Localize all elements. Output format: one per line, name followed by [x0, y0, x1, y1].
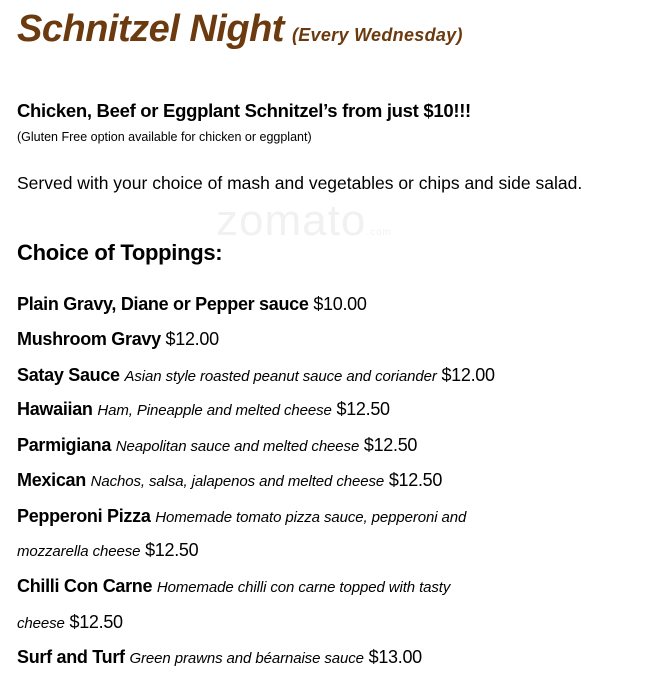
watermark-suffix: .com — [366, 227, 392, 238]
item-description: Nachos, salsa, jalapenos and melted cheese — [90, 473, 385, 490]
title-subtitle: (Every Wednesday) — [291, 25, 463, 45]
item-price: $12.50 — [69, 612, 123, 632]
item-description: Homemade chilli con carne topped with tasty — [156, 579, 451, 596]
item-price: $12.50 — [363, 435, 418, 455]
item-price: $12.50 — [336, 399, 390, 419]
item-name: Mexican — [17, 470, 86, 490]
item-price: $13.00 — [368, 647, 422, 667]
page-title — [17, 8, 463, 51]
item-name: Pepperoni Pizza — [17, 506, 151, 526]
menu-item — [17, 329, 219, 350]
item-description: cheese — [17, 615, 65, 632]
promo-headline: Chicken, Beef or Eggplant Schnitzel’s from just $10!!! — [17, 100, 471, 121]
item-description: Neapolitan sauce and melted cheese — [115, 438, 360, 455]
menu-item — [17, 506, 466, 527]
item-description: Green prawns and béarnaise sauce — [129, 650, 364, 667]
item-name: Satay Sauce — [17, 365, 120, 385]
item-price: $10.00 — [313, 294, 367, 314]
item-description: Ham, Pineapple and melted cheese — [97, 402, 332, 419]
menu-item — [17, 576, 450, 597]
item-name: Mushroom Gravy — [17, 329, 161, 349]
menu-item — [17, 294, 367, 315]
item-name: Parmigiana — [17, 435, 112, 455]
watermark-text: zomato — [216, 196, 367, 245]
item-description: Homemade tomato pizza sauce, pepperoni and — [155, 509, 467, 526]
item-price: $12.50 — [388, 470, 443, 490]
title-text: Schnitzel Night — [17, 8, 284, 50]
menu-item-continued — [17, 540, 198, 561]
served-with-text: Served with your choice of mash and vegetables or chips and side salad. — [17, 173, 583, 193]
item-price: $12.00 — [441, 365, 495, 385]
item-price: $12.50 — [145, 540, 199, 560]
toppings-heading: Choice of Toppings: — [17, 240, 223, 265]
menu-item — [17, 470, 442, 491]
item-price: $12.00 — [165, 329, 219, 349]
menu-item-continued — [17, 612, 123, 633]
item-description: mozzarella cheese — [17, 543, 141, 560]
gluten-free-note: (Gluten Free option available for chicken or eggplant) — [17, 130, 312, 144]
item-name: Plain Gravy, Diane or Pepper sauce — [17, 294, 309, 314]
menu-item — [17, 435, 417, 456]
item-name: Surf and Turf — [17, 647, 125, 667]
zomato-watermark — [216, 196, 392, 246]
item-name: Hawaiian — [17, 399, 93, 419]
menu-item — [17, 399, 390, 420]
item-description: Asian style roasted peanut sauce and coriander — [124, 368, 437, 385]
item-name: Chilli Con Carne — [17, 576, 153, 596]
menu-item — [17, 647, 422, 668]
menu-item — [17, 365, 495, 386]
